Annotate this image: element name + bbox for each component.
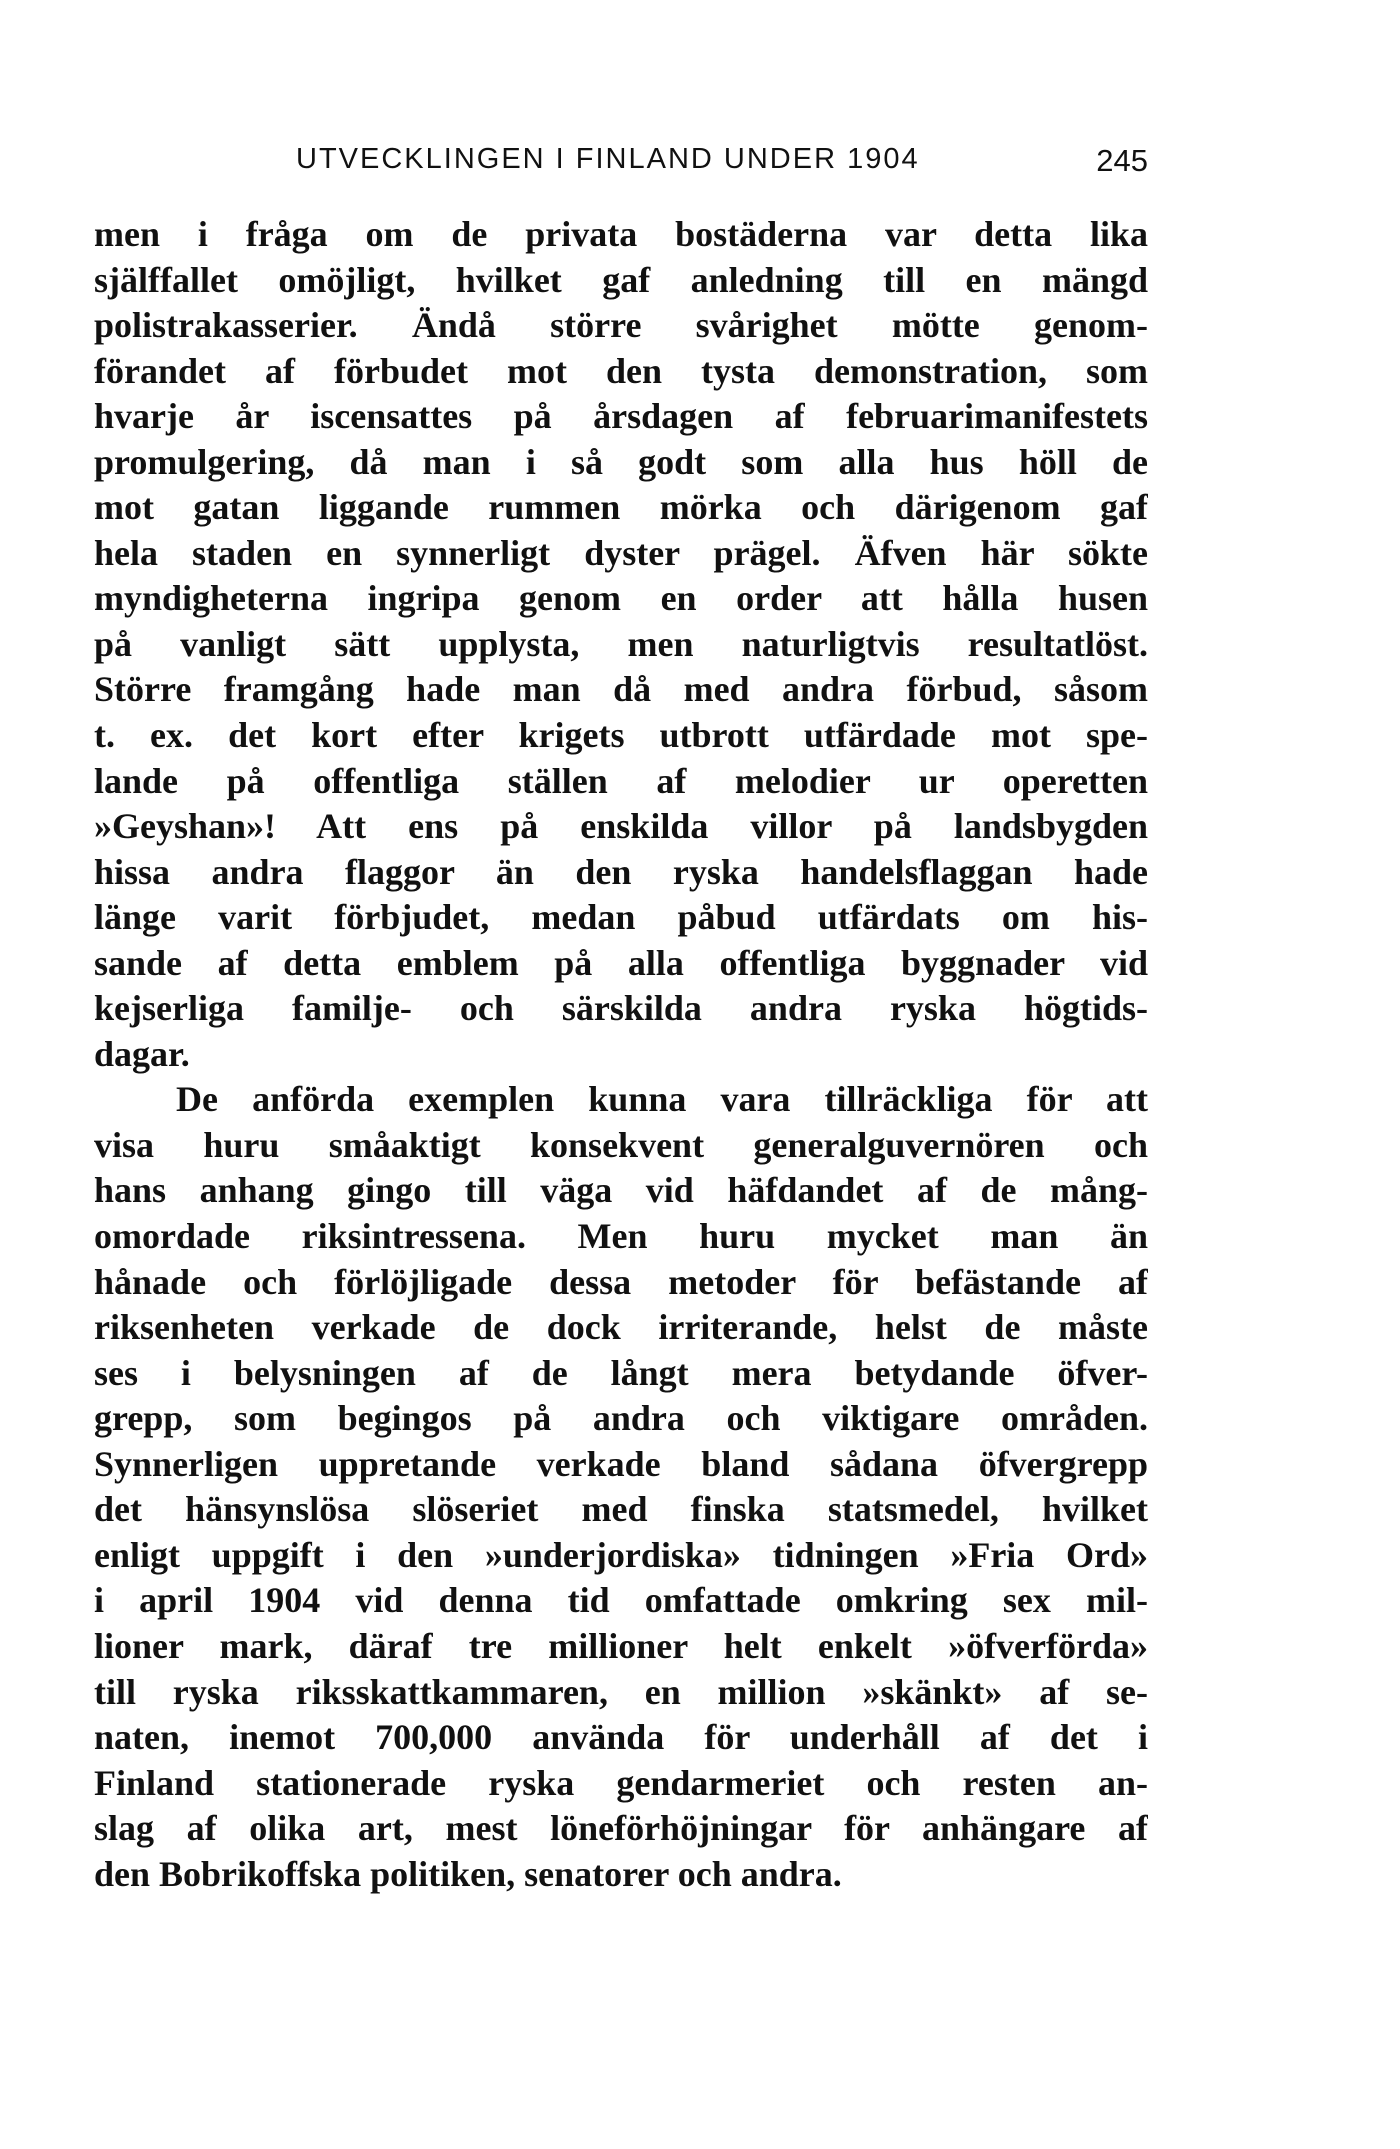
text-line: Finland stationerade ryska gendarmeriet och resten an-: [94, 1762, 1148, 1803]
text-line: dagar.: [94, 1033, 190, 1074]
text-line: själffallet omöjligt, hvilket gaf anledning till en mängd: [94, 259, 1148, 300]
text-line: sande af detta emblem på alla offentliga byggnader vid: [94, 942, 1148, 983]
text-line: riksenheten verkade de dock irriterande, helst de måste: [94, 1307, 1148, 1348]
text-line: polistrakasserier. Ändå större svårighet mötte genom-: [94, 305, 1148, 346]
text-line: grepp, som begingos på andra och viktigare områden.: [94, 1398, 1148, 1439]
text-line: på vanligt sätt upplysta, men naturligtvis resultatlöst.: [94, 623, 1148, 664]
running-title: UTVECKLINGEN I FINLAND UNDER 1904: [296, 143, 920, 175]
text-line: slag af olika art, mest löneförhöjningar för anhängare af: [94, 1808, 1148, 1849]
text-line: Större framgång hade man då med andra förbud, såsom: [94, 669, 1148, 710]
text-line: hans anhang gingo till väga vid häfdandet af de mång-: [94, 1170, 1148, 1211]
text-line: lande på offentliga ställen af melodier ur operetten: [94, 760, 1148, 801]
text-line: ses i belysningen af de långt mera betydande öfver-: [94, 1352, 1148, 1393]
text-line: hissa andra flaggor än den ryska handelsflaggan hade: [94, 851, 1148, 892]
text-line: förandet af förbudet mot den tysta demonstration, som: [94, 350, 1148, 391]
text-line: i april 1904 vid denna tid omfattade omkring sex mil-: [94, 1580, 1148, 1621]
text-line: promulgering, då man i så godt som alla hus höll de: [94, 441, 1148, 482]
text-line: mot gatan liggande rummen mörka och därigenom gaf: [94, 487, 1148, 528]
text-line: men i fråga om de privata bostäderna var detta lika: [94, 214, 1148, 254]
running-head: [94, 143, 1148, 187]
text-line: De anförda exemplen kunna vara tillräckliga för att: [176, 1079, 1148, 1120]
text-line: myndigheterna ingripa genom en order att hålla husen: [94, 578, 1148, 619]
text-line: enligt uppgift i den »underjordiska» tidningen »Fria Ord»: [94, 1534, 1148, 1575]
text-line: den Bobrikoffska politiken, senatorer och andra.: [94, 1853, 842, 1894]
text-line: hånade och förlöjligade dessa metoder för befästande af: [94, 1261, 1148, 1302]
text-line: till ryska riksskattkammaren, en million »skänkt» af se-: [94, 1671, 1148, 1712]
text-line: länge varit förbjudet, medan påbud utfärdats om his-: [94, 897, 1148, 938]
text-line: hvarje år iscensattes på årsdagen af februarimanifestets: [94, 396, 1148, 437]
text-line: visa huru småaktigt konsekvent generalguvernören och: [94, 1124, 1148, 1165]
text-line: det hänsynslösa slöseriet med finska statsmedel, hvilket: [94, 1489, 1148, 1530]
text-line: Synnerligen uppretande verkade bland sådana öfvergrepp: [94, 1443, 1148, 1484]
text-line: omordade riksintressena. Men huru mycket man än: [94, 1216, 1148, 1257]
text-line: naten, inemot 700,000 använda för underhåll af det i: [94, 1717, 1148, 1758]
body-text: [94, 212, 1148, 1897]
page-number: 245: [1096, 143, 1148, 178]
text-line: t. ex. det kort efter krigets utbrott utfärdade mot spe-: [94, 715, 1148, 756]
text-line: hela staden en synnerligt dyster prägel. Äfven här sökte: [94, 532, 1148, 573]
text-line: »Geyshan»! Att ens på enskilda villor på landsbygden: [94, 806, 1148, 847]
text-line: kejserliga familje- och särskilda andra ryska högtids-: [94, 988, 1148, 1029]
text-line: lioner mark, däraf tre millioner helt enkelt »öfverförda»: [94, 1625, 1148, 1666]
